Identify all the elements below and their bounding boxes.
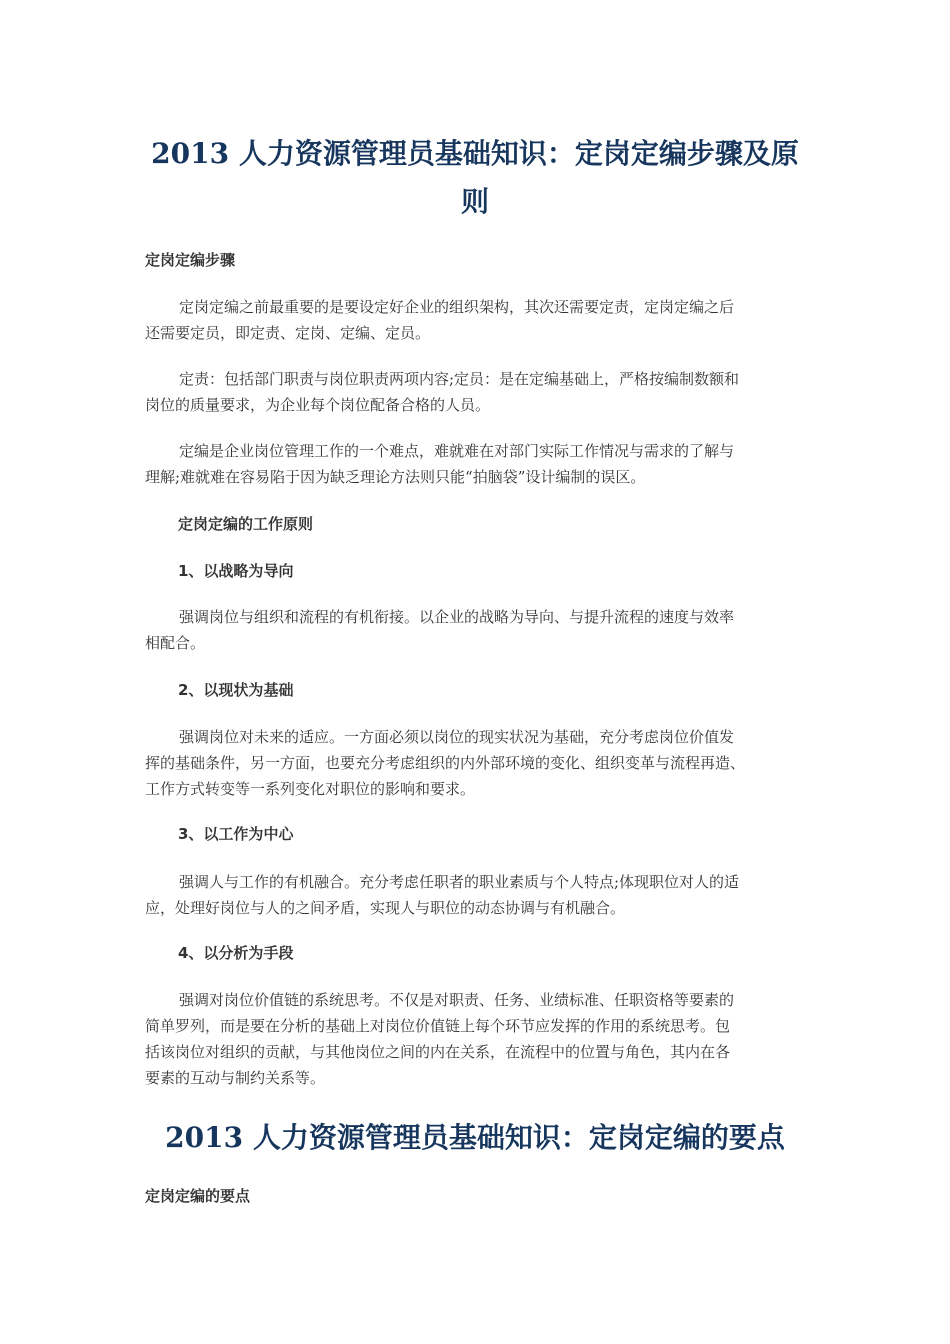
section-heading-key-points: 定岗定编的要点 bbox=[145, 1187, 251, 1205]
document-title bbox=[140, 130, 810, 226]
paragraph-line: 定编是企业岗位管理工作的一个难点，难就难在对部门实际工作情况与需求的了解与 bbox=[179, 442, 735, 460]
paragraph-line: 理解;难就难在容易陷于因为缺乏理论方法则只能“拍脑袋”设计编制的误区。 bbox=[145, 468, 646, 486]
paragraph-difficulty bbox=[145, 438, 810, 490]
principle-heading-2: 2、以现状为基础 bbox=[178, 681, 294, 699]
paragraph-line: 简单罗列，而是要在分析的基础上对岗位价值链上每个环节应发挥的作用的系统思考。包 bbox=[145, 1017, 731, 1035]
paragraph-line: 挥的基础条件，另一方面，也要充分考虑组织的内外部环境的变化、组织变革与流程再造、 bbox=[145, 754, 746, 772]
principle-heading-3: 3、以工作为中心 bbox=[178, 825, 294, 843]
principle-heading-4: 4、以分析为手段 bbox=[178, 944, 294, 962]
title-line-2: 则 bbox=[460, 185, 489, 218]
paragraph-principle-2 bbox=[145, 724, 810, 802]
paragraph-line: 定责：包括部门职责与岗位职责两项内容;定员：是在定编基础上，严格按编制数额和 bbox=[179, 370, 740, 388]
paragraph-definitions bbox=[145, 366, 810, 418]
paragraph-principle-4 bbox=[145, 987, 810, 1091]
paragraph-line: 强调岗位与组织和流程的有机衔接。以企业的战略为导向、与提升流程的速度与效率 bbox=[179, 608, 735, 626]
section-title-key-points: 2013 人力资源管理员基础知识：定岗定编的要点 bbox=[165, 1121, 785, 1154]
paragraph-line: 强调人与工作的有机融合。充分考虑任职者的职业素质与个人特点;体现职位对人的适 bbox=[179, 873, 740, 891]
paragraph-line: 括该岗位对组织的贡献，与其他岗位之间的内在关系，在流程中的位置与角色，其内在各 bbox=[145, 1043, 731, 1061]
paragraph-principle-1 bbox=[145, 604, 810, 656]
principle-heading-1: 1、以战略为导向 bbox=[178, 562, 294, 580]
title-line-1: 2013 人力资源管理员基础知识：定岗定编步骤及原 bbox=[151, 137, 799, 170]
paragraph-line: 相配合。 bbox=[145, 634, 206, 652]
paragraph-line: 定岗定编之前最重要的是要设定好企业的组织架构，其次还需要定责，定岗定编之后 bbox=[179, 298, 735, 316]
paragraph-line: 应，处理好岗位与人的之间矛盾，实现人与职位的动态协调与有机融合。 bbox=[145, 899, 626, 917]
paragraph-steps-intro bbox=[145, 294, 810, 346]
paragraph-line: 岗位的质量要求，为企业每个岗位配备合格的人员。 bbox=[145, 396, 491, 414]
paragraph-line: 还需要定员，即定责、定岗、定编、定员。 bbox=[145, 324, 431, 342]
section-heading-principles: 定岗定编的工作原则 bbox=[178, 515, 314, 533]
section-heading-steps: 定岗定编步骤 bbox=[145, 251, 236, 269]
paragraph-principle-3 bbox=[145, 869, 810, 921]
paragraph-line: 强调对岗位价值链的系统思考。不仅是对职责、任务、业绩标准、任职资格等要素的 bbox=[179, 991, 735, 1009]
paragraph-line: 要素的互动与制约关系等。 bbox=[145, 1069, 326, 1087]
paragraph-line: 工作方式转变等一系列变化对职位的影响和要求。 bbox=[145, 780, 476, 798]
paragraph-line: 强调岗位对未来的适应。一方面必须以岗位的现实状况为基础，充分考虑岗位价值发 bbox=[179, 728, 735, 746]
